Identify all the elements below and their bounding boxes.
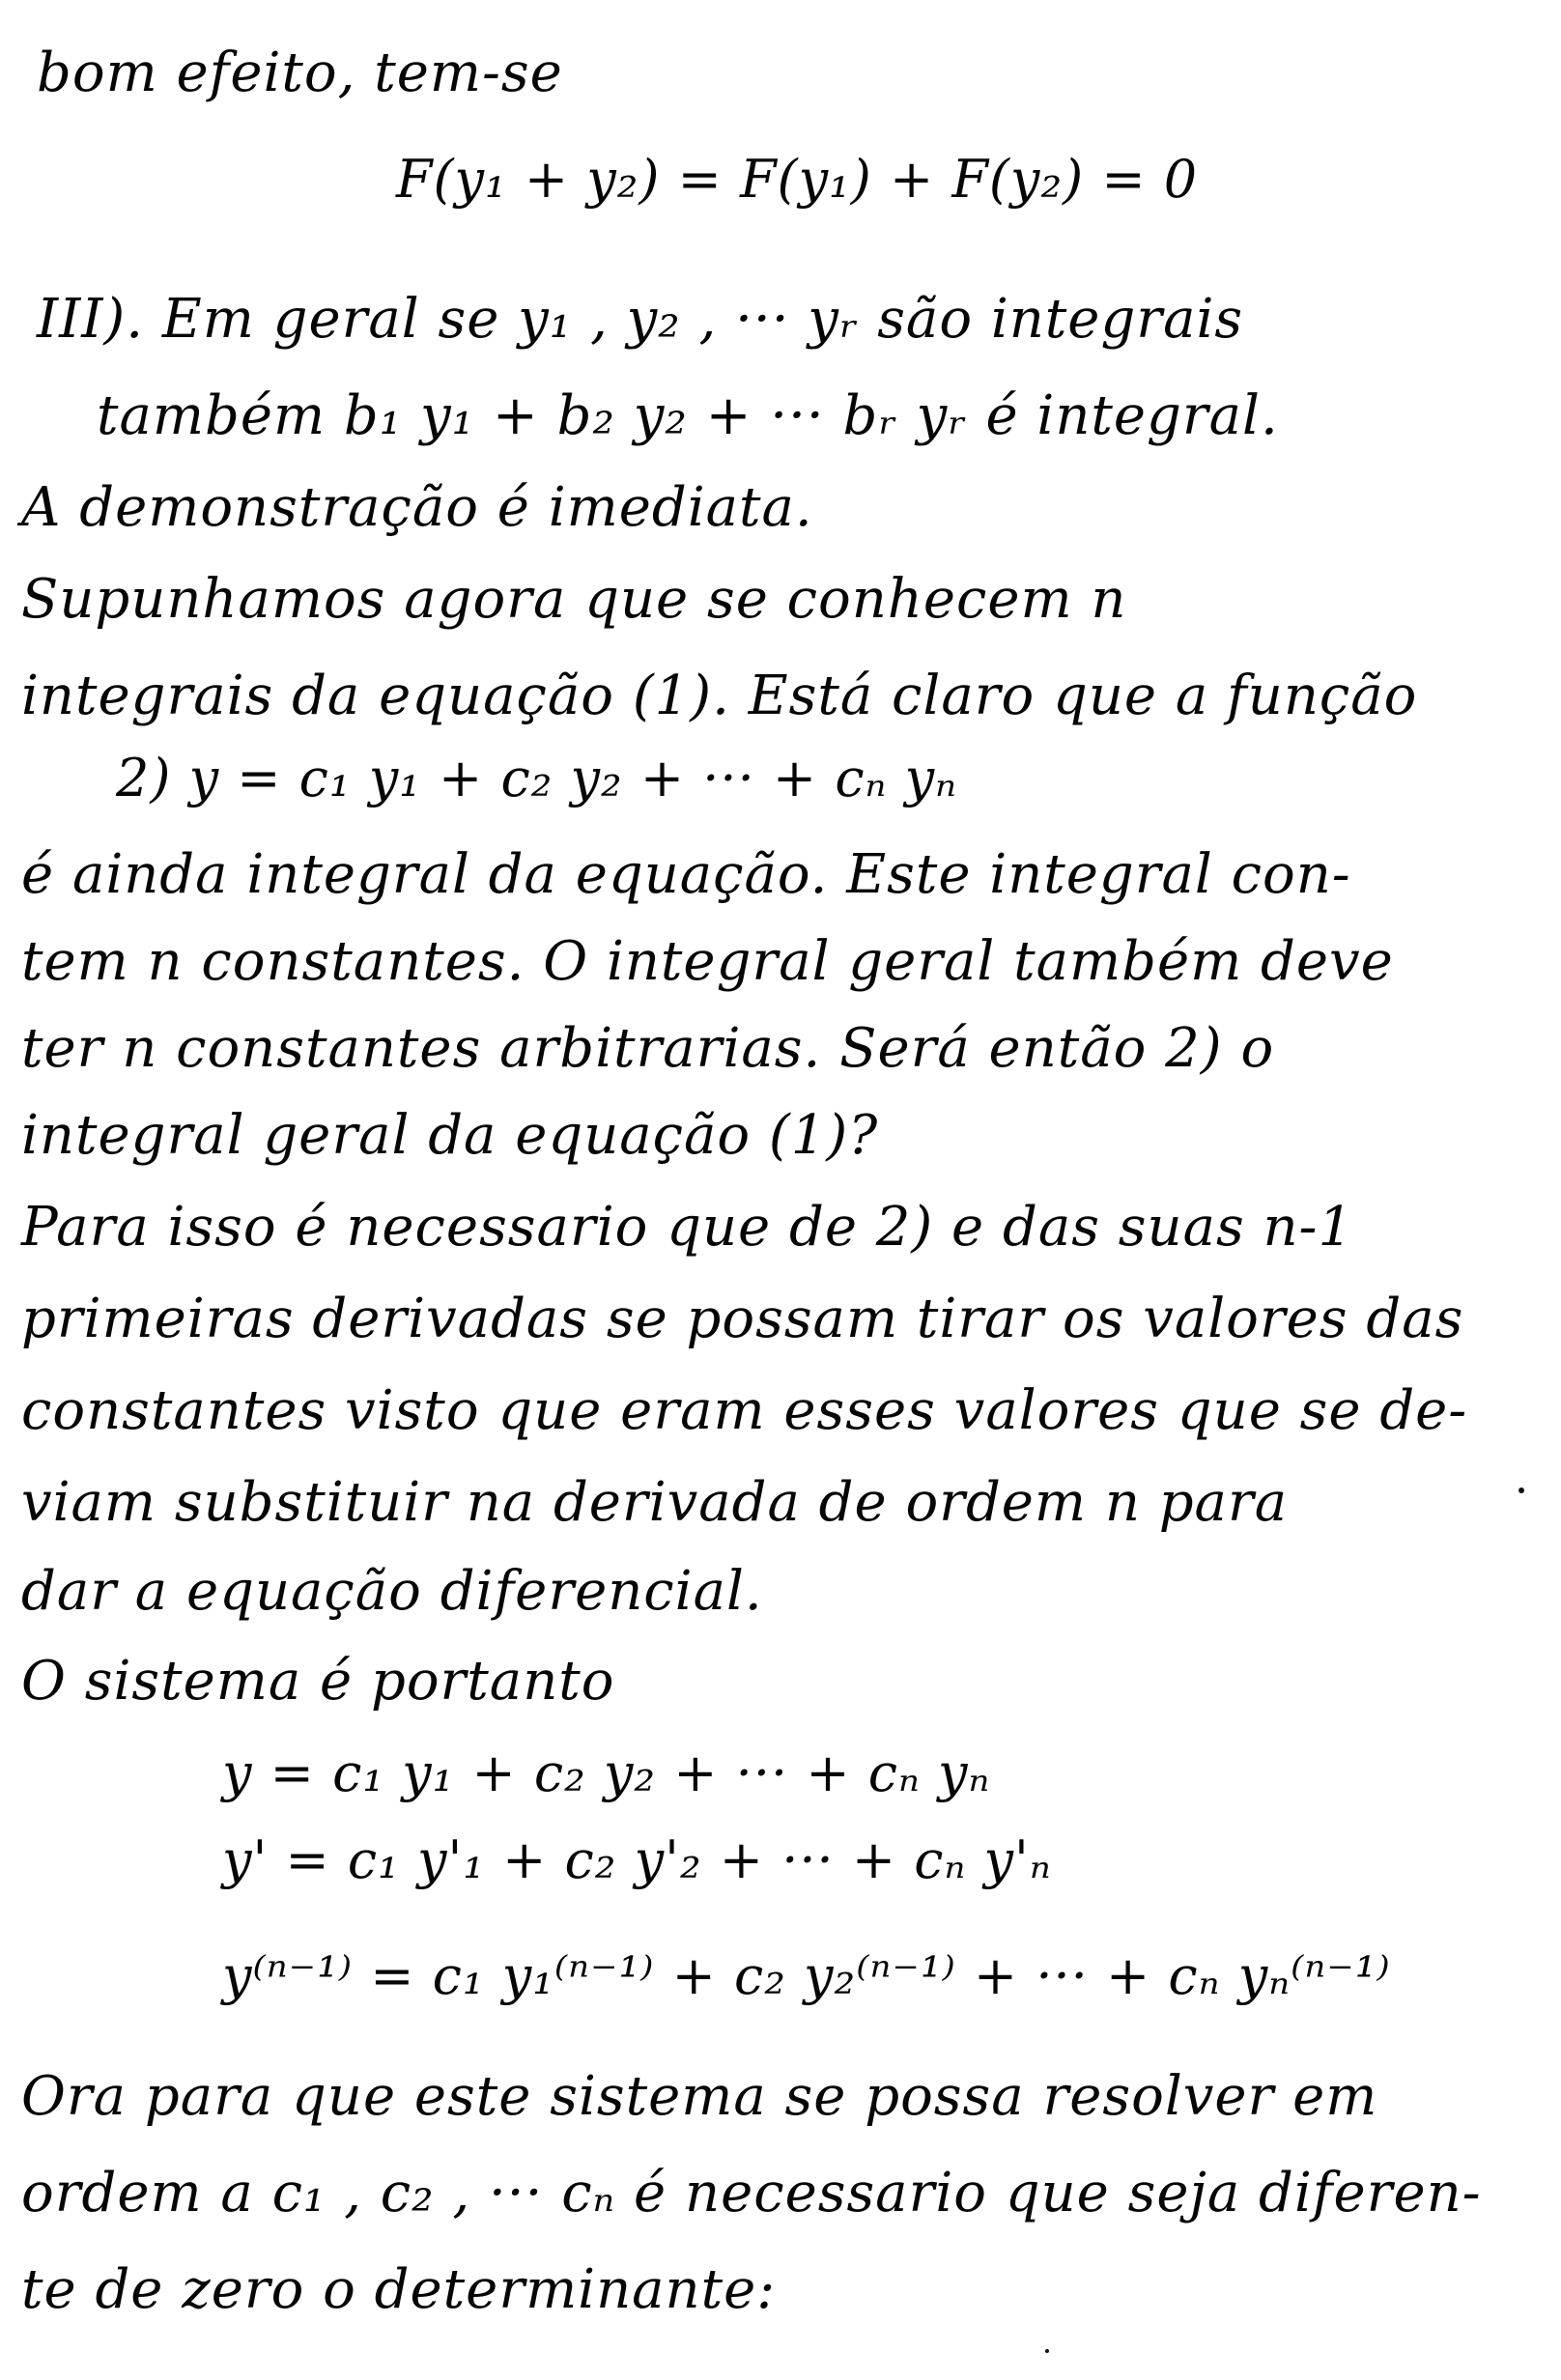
text-line-4: A demonstração é imediata. bbox=[21, 476, 813, 539]
text-line-9: ter n constantes arbitrarias. Será então 2) o bbox=[21, 1017, 1275, 1080]
text-line-10: integral geral da equação (1)? bbox=[21, 1104, 879, 1167]
text-line-6: integrais da equação (1). Está claro que a função bbox=[21, 665, 1418, 727]
text-line-18: ordem a c₁ , c₂ , ··· cₙ é necessario que seja diferen- bbox=[21, 2162, 1482, 2224]
stray-ink-dot bbox=[1045, 2349, 1049, 2353]
text-line-14: viam substituir na derivada de ordem n para bbox=[21, 1471, 1289, 1534]
text-line-15: dar a equação diferencial. bbox=[21, 1560, 763, 1623]
equation-line-2: 2) y = c₁ y₁ + c₂ y₂ + ··· + cₙ yₙ bbox=[116, 748, 957, 808]
text-line-5: Supunhamos agora que se conhecem n bbox=[21, 568, 1127, 631]
text-line-8: tem n constantes. O integral geral também deve bbox=[21, 930, 1394, 993]
text-line-17: Ora para que este sistema se possa resolver em bbox=[21, 2065, 1378, 2128]
text-line-13: constantes visto que eram esses valores que se de- bbox=[21, 1379, 1468, 1442]
text-line-16: O sistema é portanto bbox=[21, 1650, 615, 1713]
stray-ink-dot bbox=[1518, 1488, 1524, 1493]
system-equation-3: y⁽ⁿ⁻¹⁾ = c₁ y₁⁽ⁿ⁻¹⁾ + c₂ y₂⁽ⁿ⁻¹⁾ + ··· + cₙ yₙ⁽ⁿ⁻¹⁾ bbox=[222, 1945, 1391, 2006]
text-line-12: primeiras derivadas se possam tirar os valores das bbox=[21, 1288, 1464, 1350]
text-line-1: bom efeito, tem-se bbox=[37, 42, 563, 104]
text-line-7: é ainda integral da equação. Este integral con- bbox=[21, 843, 1351, 906]
text-line-3: também b₁ y₁ + b₂ y₂ + ··· bᵣ yᵣ é integral. bbox=[97, 384, 1279, 447]
system-equation-1: y = c₁ y₁ + c₂ y₂ + ··· + cₙ yₙ bbox=[222, 1742, 991, 1803]
system-equation-2: y' = c₁ y'₁ + c₂ y'₂ + ··· + cₙ y'ₙ bbox=[222, 1829, 1052, 1890]
equation-line-1: F(y₁ + y₂) = F(y₁) + F(y₂) = 0 bbox=[396, 149, 1199, 210]
text-line-19: te de zero o determinante: bbox=[21, 2258, 777, 2321]
text-line-2: III). Em geral se y₁ , y₂ , ··· yᵣ são integrais bbox=[37, 288, 1244, 351]
text-line-11: Para isso é necessario que de 2) e das suas n-1 bbox=[21, 1196, 1354, 1259]
